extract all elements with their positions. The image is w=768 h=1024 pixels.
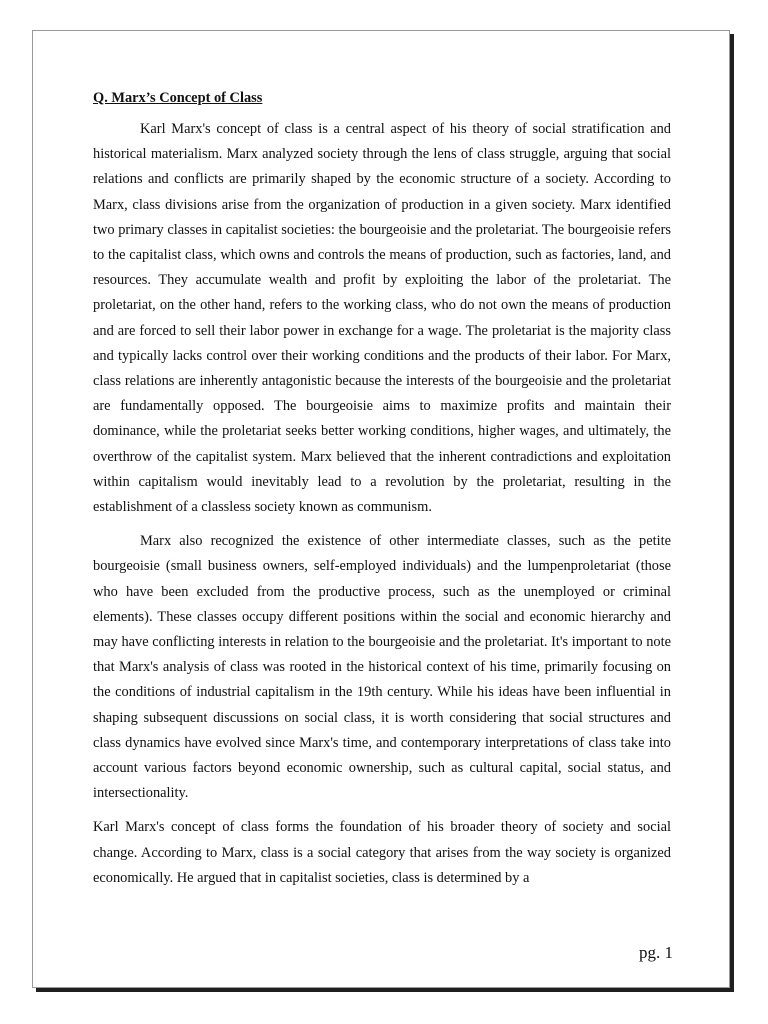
paragraph-1: Karl Marx's concept of class is a central aspect of his theory of social stratification and historical materialism. Marx analyzed society through the lens of class struggle, arguing that social relations and conflicts are primarily shaped by the economic structure of a society. According to Marx, class divisions arise from the organization of production in a given society. Marx identified two primary classes in capitalist societies: the bourgeoisie and the proletariat. The bourgeoisie refers to the capitalist class, which owns and controls the means of production, such as factories, land, and resources. They accumulate wealth and profit by exploiting the labor of the proletariat. The proletariat, on the other hand, refers to the working class, who do not own the means of production and are forced to sell their labor power in exchange for a wage. The proletariat is the majority class and typically lacks control over their working conditions and the products of their labor. For Marx, class relations are inherently antagonistic because the interests of the bourgeoisie and the proletariat are fundamentally opposed. The bourgeoisie aims to maximize profits and maintain their dominance, while the proletariat seeks better working conditions, higher wages, and ultimately, the overthrow of the capitalist system. Marx believed that the inherent contradictions and exploitation within capitalism would inevitably lead to a revolution by the proletariat, resulting in the establishment of a classless society known as communism. <box>93 121 671 516</box>
section-title: Q. Marx’s Concept of Class <box>93 90 263 106</box>
page-content <box>93 87 671 900</box>
paragraph-3: Karl Marx's concept of class forms the foundation of his broader theory of society and social change. According to Marx, class is a social category that arises from the way society is organized economically. He argued that in capitalist societies, class is determined by a <box>93 819 671 886</box>
page-number: pg. 1 <box>639 943 673 962</box>
paragraph-2: Marx also recognized the existence of other intermediate classes, such as the petite bourgeoisie (small business owners, self-employed individuals) and the lumpenproletariat (those who have been excluded from the productive process, such as the unemployed or criminal elements). These classes occupy different positions within the social and economic hierarchy and may have conflicting interests in relation to the bourgeoisie and the proletariat. It's important to note that Marx's analysis of class was rooted in the historical context of his time, primarily focusing on the conditions of industrial capitalism in the 19th century. While his ideas have been influential in shaping subsequent discussions on social class, it is worth considering that social structures and class dynamics have evolved since Marx's time, and contemporary interpretations of class take into account various factors beyond economic ownership, such as cultural capital, social status, and intersectionality. <box>93 533 671 802</box>
document-page <box>32 30 730 988</box>
